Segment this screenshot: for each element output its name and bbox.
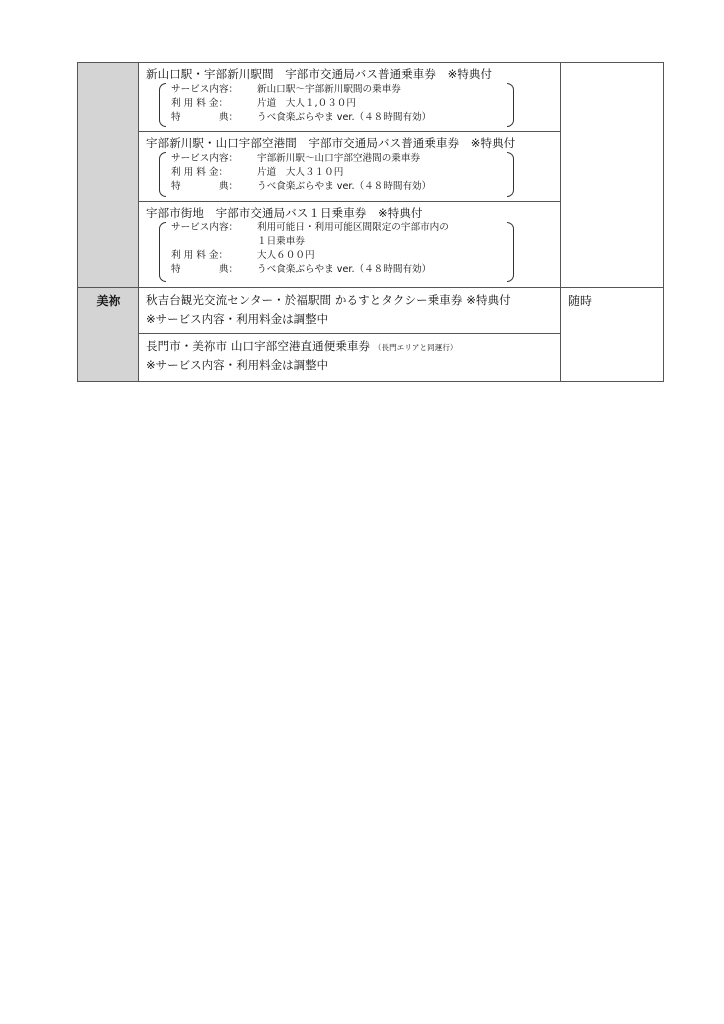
fee-line: 利 用 料 金： 片道 大人３１０円 bbox=[171, 167, 344, 178]
timing-label: 随時 bbox=[568, 294, 593, 308]
ticket-row bbox=[139, 63, 560, 131]
ticket-note: ※サービス内容・利用料金は調整中 bbox=[146, 358, 329, 372]
ticket-title: 秋吉台観光交流センター・於福駅間 かるすとタクシー乗車券 ※特典付 bbox=[146, 293, 511, 307]
bracket-right bbox=[507, 222, 514, 282]
region-column bbox=[78, 63, 139, 381]
ticket-title-note: （長門エリアと同運行） bbox=[373, 343, 458, 352]
region-label: 美祢 bbox=[96, 294, 121, 308]
ticket-title: 長門市・美祢市 山口宇部空港直通便乗車券 （長門エリアと同運行） bbox=[146, 339, 458, 353]
service-line: サービス内容： 利用可能日・利用可能区間限定の宇部市内の bbox=[171, 222, 449, 233]
service-line-continued: １日乗車券 bbox=[257, 236, 305, 247]
ticket-title: 宇部新川駅・山口宇部空港間 宇部市交通局バス普通乗車券 ※特典付 bbox=[146, 136, 516, 150]
timing-column-divider bbox=[560, 63, 561, 381]
ticket-table bbox=[77, 62, 664, 382]
ticket-title: 新山口駅・宇部新川駅間 宇部市交通局バス普通乗車券 ※特典付 bbox=[146, 67, 493, 81]
ticket-title: 宇部市街地 宇部市交通局バス１日乗車券 ※特典付 bbox=[146, 206, 423, 220]
fee-line: 利 用 料 金： 大人６００円 bbox=[171, 250, 315, 261]
bracket-right bbox=[507, 83, 514, 127]
service-line: サービス内容： 新山口駅～宇部新川駅間の乗車券 bbox=[171, 84, 401, 95]
bracket-left bbox=[159, 83, 166, 127]
ticket-note: ※サービス内容・利用料金は調整中 bbox=[146, 312, 329, 326]
bracket-left bbox=[159, 152, 166, 197]
perk-line: 特 典： うべ食楽ぶらやま ver.（４８時間有効） bbox=[171, 112, 432, 123]
perk-line: 特 典： うべ食楽ぶらやま ver.（４８時間有効） bbox=[171, 264, 432, 275]
perk-line: 特 典： うべ食楽ぶらやま ver.（４８時間有効） bbox=[171, 181, 432, 192]
service-line: サービス内容： 宇部新川駅～山口宇部空港間の乗車券 bbox=[171, 153, 421, 164]
bracket-left bbox=[159, 222, 166, 282]
ticket-row bbox=[139, 201, 560, 287]
fee-line: 利 用 料 金： 片道 大人１,０３０円 bbox=[171, 98, 356, 109]
ticket-row bbox=[139, 131, 560, 201]
ticket-row bbox=[139, 287, 560, 333]
bracket-right bbox=[507, 152, 514, 197]
ticket-row bbox=[139, 333, 560, 383]
